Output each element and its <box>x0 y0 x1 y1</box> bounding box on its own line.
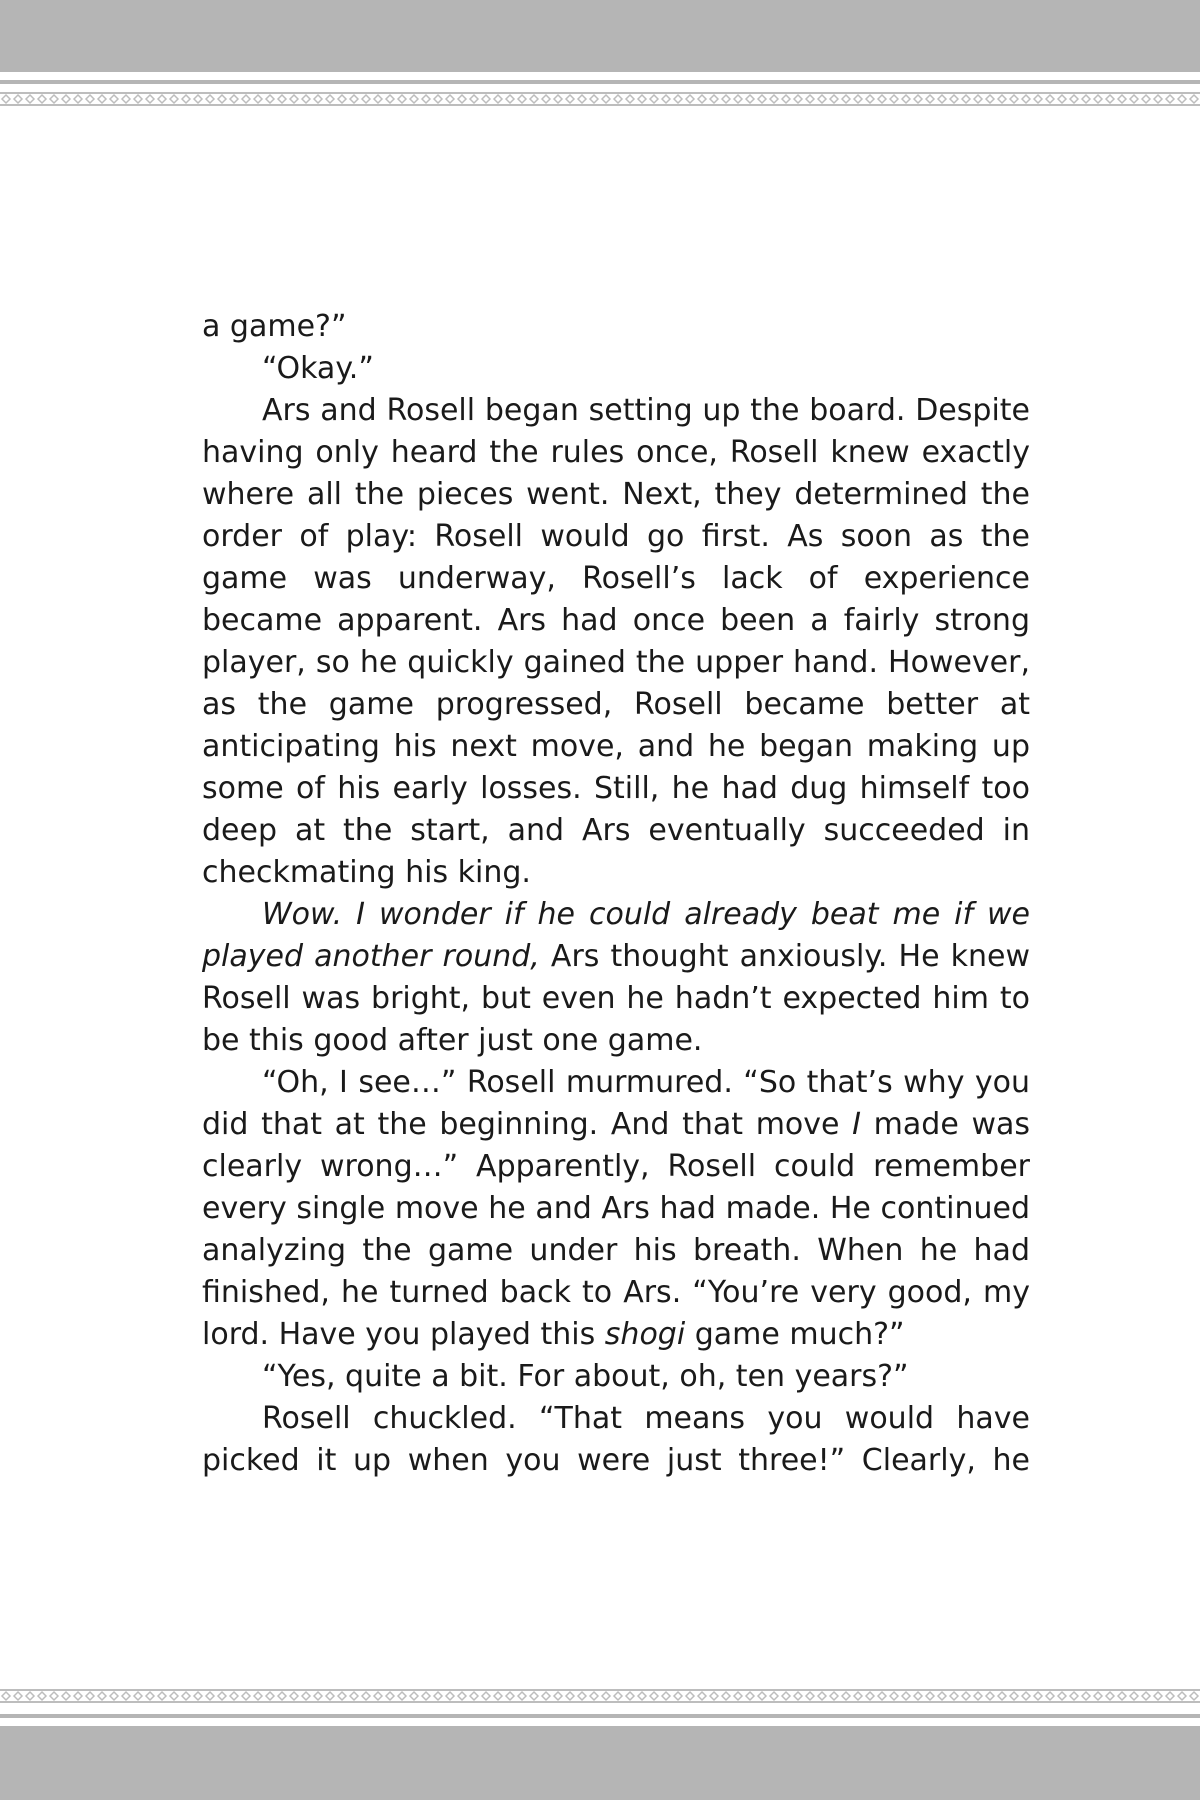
ornament-diamond <box>314 1692 322 1700</box>
ornament-diamond <box>2 95 10 103</box>
ornament-diamond <box>554 1692 562 1700</box>
ornament-diamond <box>806 95 814 103</box>
ornament-diamond <box>734 1692 742 1700</box>
ornament-diamond <box>482 95 490 103</box>
ornament-diamond <box>590 1692 598 1700</box>
ornament-diamond <box>374 1692 382 1700</box>
ornament-diamond <box>230 95 238 103</box>
text-run: “Oh, I see…” Rosell murmured. “So that’s why you did that at the beginning. And that move <box>202 1065 1030 1142</box>
ornament-diamond <box>266 1692 274 1700</box>
ornament-diamond <box>470 95 478 103</box>
ornament-diamond <box>602 95 610 103</box>
ornament-diamond <box>338 95 346 103</box>
ornament-diamond <box>1058 1692 1066 1700</box>
ornament-diamond <box>194 95 202 103</box>
bottom-gray-band <box>0 1726 1200 1800</box>
ornament-diamond <box>818 1692 826 1700</box>
ornament-diamond <box>74 95 82 103</box>
ornament-diamond <box>1010 1692 1018 1700</box>
ornament-diamond <box>1034 1692 1042 1700</box>
ornament-diamond <box>986 1692 994 1700</box>
ornament-diamond <box>794 1692 802 1700</box>
ornament-diamond <box>182 95 190 103</box>
ornament-diamond <box>134 95 142 103</box>
ornament-diamond <box>650 1692 658 1700</box>
ornament-diamond <box>686 95 694 103</box>
ornament-diamond <box>170 95 178 103</box>
ornament-diamond <box>86 95 94 103</box>
ornament-diamond <box>110 1692 118 1700</box>
ornament-diamond <box>314 95 322 103</box>
ornament-diamond <box>854 1692 862 1700</box>
ornament-diamond <box>98 1692 106 1700</box>
ornament-diamond <box>302 95 310 103</box>
ornament-diamond <box>14 95 22 103</box>
ornament-diamond <box>362 1692 370 1700</box>
ornament-diamond <box>674 95 682 103</box>
ornament-diamond <box>974 1692 982 1700</box>
ornament-diamond <box>290 95 298 103</box>
ornament-diamond <box>878 1692 886 1700</box>
ornament-diamond <box>938 95 946 103</box>
ornament-diamond <box>878 95 886 103</box>
ornament-diamond <box>1178 95 1186 103</box>
ornament-diamond <box>338 1692 346 1700</box>
ornament-diamond <box>962 1692 970 1700</box>
ornament-diamond <box>386 1692 394 1700</box>
ornament-diamond <box>662 1692 670 1700</box>
ornament-diamond <box>650 95 658 103</box>
ornament-diamond <box>950 1692 958 1700</box>
ornament-diamond <box>1166 95 1174 103</box>
ornament-diamond <box>290 1692 298 1700</box>
ornament-diamond <box>362 95 370 103</box>
ornament-diamond <box>1166 1692 1174 1700</box>
text-run: game much?” <box>685 1317 905 1352</box>
paragraph <box>202 894 1030 1062</box>
paragraph <box>202 1398 1030 1482</box>
ornament-diamond <box>206 1692 214 1700</box>
ornament-diamond <box>1142 95 1150 103</box>
ornament-diamond <box>530 1692 538 1700</box>
ornament-diamond <box>350 95 358 103</box>
ornament-diamond <box>410 95 418 103</box>
top-ornament-border <box>0 91 1200 107</box>
ornament-diamond <box>722 1692 730 1700</box>
text-run: “Okay.” <box>262 351 374 386</box>
paragraph <box>202 306 1030 348</box>
ornament-diamond <box>254 1692 262 1700</box>
ornament-diamond <box>986 95 994 103</box>
italic-text: Wow. I wonder if he could already beat me if we played another round, <box>202 897 1030 974</box>
text-run: made was clearly wrong…” Apparently, Rosell could remember every single move he and Ars had made. He continued analyzing the game under his breath. When he had finished, he turned back to Ars. “You’re very good, my lord. Have you played this <box>202 1107 1030 1352</box>
ornament-diamond <box>806 1692 814 1700</box>
text-run: Ars and Rosell began setting up the board. Despite having only heard the rules once, Rosell knew exactly where all the pieces went. Next, they determined the order of play: Rosell would go first. As soon as the game was underway, Rosell’s lack of experience became apparent. Ars had once been a fairly strong player, so he quickly gained the upper hand. However, as the game progressed, Rosell became better at anticipating his next move, and he began making up some of his early losses. Still, he had dug himself too deep at the start, and Ars eventually succeeded in checkmating his king. <box>202 393 1030 890</box>
ornament-diamond <box>134 1692 142 1700</box>
ornament-diamond <box>1142 1692 1150 1700</box>
ornament-diamond <box>494 1692 502 1700</box>
ornament-diamond <box>158 1692 166 1700</box>
ornament-diamond <box>1094 1692 1102 1700</box>
ornament-diamond <box>914 1692 922 1700</box>
ornament-diamond <box>554 95 562 103</box>
ornament-diamond <box>422 95 430 103</box>
ornament-diamond <box>242 95 250 103</box>
ornament-diamond <box>146 1692 154 1700</box>
ornament-diamond <box>626 1692 634 1700</box>
ornament-diamond <box>38 1692 46 1700</box>
page-text <box>202 306 1030 1482</box>
ornament-diamond <box>1106 95 1114 103</box>
ornament-diamond <box>98 95 106 103</box>
ornament-diamond <box>122 1692 130 1700</box>
ornament-diamond <box>266 95 274 103</box>
ornament-diamond <box>950 95 958 103</box>
text-run: Ars thought anxiously. He knew Rosell was bright, but even he hadn’t expected him to be this good after just one game. <box>202 939 1030 1058</box>
ornament-diamond <box>86 1692 94 1700</box>
ornament-diamond <box>938 1692 946 1700</box>
ornament-diamond <box>578 1692 586 1700</box>
ornament-diamond <box>746 95 754 103</box>
ornament-diamond <box>734 95 742 103</box>
ornament-diamond <box>230 1692 238 1700</box>
ornament-diamond <box>50 1692 58 1700</box>
ornament-diamond <box>1130 1692 1138 1700</box>
ornament-diamond <box>158 95 166 103</box>
italic-text: I <box>852 1107 862 1142</box>
ornament-diamond <box>830 1692 838 1700</box>
ornament-diamond <box>974 95 982 103</box>
ornament-diamond <box>326 1692 334 1700</box>
ornament-diamond <box>614 1692 622 1700</box>
ornament-diamond <box>470 1692 478 1700</box>
ornament-diamond <box>962 95 970 103</box>
ornament-diamond <box>518 95 526 103</box>
ornament-diamond <box>638 1692 646 1700</box>
ornament-diamond <box>1190 95 1198 103</box>
ornament-diamond <box>866 95 874 103</box>
ornament-diamond <box>566 1692 574 1700</box>
ornament-diamond <box>122 95 130 103</box>
ornament-diamond <box>434 95 442 103</box>
ornament-diamond <box>842 95 850 103</box>
ornament-diamond <box>1190 1692 1198 1700</box>
ornament-diamond <box>566 95 574 103</box>
ornament-diamond <box>110 95 118 103</box>
ornament-diamond <box>1082 95 1090 103</box>
ornament-diamond <box>542 1692 550 1700</box>
ornament-diamond <box>698 95 706 103</box>
ornament-diamond <box>1010 95 1018 103</box>
ornament-diamond <box>206 95 214 103</box>
ornament-diamond <box>998 95 1006 103</box>
ornament-diamond <box>662 95 670 103</box>
ornament-diamond <box>902 1692 910 1700</box>
ornament-diamond <box>446 95 454 103</box>
ornament-diamond <box>494 95 502 103</box>
ornament-diamond <box>686 1692 694 1700</box>
ornament-diamond <box>890 95 898 103</box>
ornament-diamond <box>278 95 286 103</box>
ornament-diamond <box>1082 1692 1090 1700</box>
ornament-diamond <box>386 95 394 103</box>
ornament-diamond <box>1058 95 1066 103</box>
ornament-diamond <box>410 1692 418 1700</box>
ornament-diamond <box>506 1692 514 1700</box>
text-run: Rosell chuckled. “That means you would have picked it up when you were just three!” Clearly, he <box>202 1401 1030 1478</box>
ornament-diamond <box>890 1692 898 1700</box>
ornament-diamond <box>74 1692 82 1700</box>
ornament-diamond <box>602 1692 610 1700</box>
ornament-diamond <box>1046 95 1054 103</box>
ornament-diamond <box>1094 95 1102 103</box>
ornament-diamond <box>1118 95 1126 103</box>
paragraph <box>202 1356 1030 1398</box>
ornament-diamond <box>482 1692 490 1700</box>
ornament-diamond <box>446 1692 454 1700</box>
ornament-diamond <box>62 95 70 103</box>
top-rule <box>0 80 1200 84</box>
ornament-diamond <box>698 1692 706 1700</box>
ornament-diamond <box>782 95 790 103</box>
ornament-diamond <box>758 1692 766 1700</box>
ornament-diamond <box>578 95 586 103</box>
ornament-diamond <box>530 95 538 103</box>
ornament-diamond <box>326 95 334 103</box>
ornament-diamond <box>782 1692 790 1700</box>
ornament-diamond <box>542 95 550 103</box>
ornament-diamond <box>626 95 634 103</box>
ornament-diamond <box>434 1692 442 1700</box>
paragraph <box>202 1062 1030 1356</box>
ornament-diamond <box>1070 95 1078 103</box>
ornament-diamond <box>374 95 382 103</box>
ornament-diamond <box>1130 95 1138 103</box>
ornament-diamond <box>1070 1692 1078 1700</box>
ornament-diamond <box>590 95 598 103</box>
ornament-diamond <box>26 95 34 103</box>
ornament-diamond <box>1022 95 1030 103</box>
ornament-diamond <box>50 95 58 103</box>
ornament-diamond <box>746 1692 754 1700</box>
ornament-diamond <box>302 1692 310 1700</box>
ornament-diamond <box>614 95 622 103</box>
ornament-diamond <box>1106 1692 1114 1700</box>
ornament-diamond <box>458 1692 466 1700</box>
ornament-diamond <box>770 95 778 103</box>
ornament-diamond <box>722 95 730 103</box>
ornament-diamond <box>914 95 922 103</box>
bottom-rule <box>0 1714 1200 1718</box>
ornament-diamond <box>218 95 226 103</box>
ornament-diamond <box>1022 1692 1030 1700</box>
ornament-diamond <box>14 1692 22 1700</box>
ornament-diamond <box>926 95 934 103</box>
ornament-diamond <box>638 95 646 103</box>
ornament-diamond <box>506 95 514 103</box>
ornament-diamond <box>818 95 826 103</box>
ornament-diamond <box>398 1692 406 1700</box>
ornament-diamond <box>1034 95 1042 103</box>
ornament-diamond <box>194 1692 202 1700</box>
ornament-diamond <box>710 1692 718 1700</box>
paragraph <box>202 348 1030 390</box>
ornament-diamond <box>38 95 46 103</box>
ornament-diamond <box>278 1692 286 1700</box>
text-run: a game?” <box>202 309 347 344</box>
paragraph <box>202 390 1030 894</box>
ornament-diamond <box>1118 1692 1126 1700</box>
ornament-diamond <box>758 95 766 103</box>
ornament-diamond <box>926 1692 934 1700</box>
ornament-diamond <box>350 1692 358 1700</box>
ornament-diamond <box>62 1692 70 1700</box>
ornament-diamond <box>1178 1692 1186 1700</box>
ornament-diamond <box>146 95 154 103</box>
top-gray-band <box>0 0 1200 72</box>
ornament-diamond <box>854 95 862 103</box>
ornament-diamond <box>218 1692 226 1700</box>
ornament-diamond <box>1154 1692 1162 1700</box>
ornament-diamond <box>170 1692 178 1700</box>
ornament-diamond <box>2 1692 10 1700</box>
ornament-diamond <box>998 1692 1006 1700</box>
ornament-diamond <box>458 95 466 103</box>
ornament-diamond <box>842 1692 850 1700</box>
ornament-diamond <box>398 95 406 103</box>
ornament-diamond <box>242 1692 250 1700</box>
ornament-diamond <box>1046 1692 1054 1700</box>
ornament-diamond <box>794 95 802 103</box>
ornament-diamond <box>1154 95 1162 103</box>
ornament-diamond <box>518 1692 526 1700</box>
ornament-diamond <box>866 1692 874 1700</box>
ornament-diamond <box>26 1692 34 1700</box>
ornament-diamond <box>254 95 262 103</box>
italic-text: shogi <box>604 1317 686 1352</box>
ornament-diamond <box>902 95 910 103</box>
ornament-diamond <box>674 1692 682 1700</box>
ornament-diamond <box>770 1692 778 1700</box>
ornament-diamond <box>830 95 838 103</box>
bottom-ornament-border <box>0 1688 1200 1704</box>
ornament-diamond <box>182 1692 190 1700</box>
text-run: “Yes, quite a bit. For about, oh, ten years?” <box>262 1359 909 1394</box>
ornament-diamond <box>422 1692 430 1700</box>
ornament-diamond <box>710 95 718 103</box>
